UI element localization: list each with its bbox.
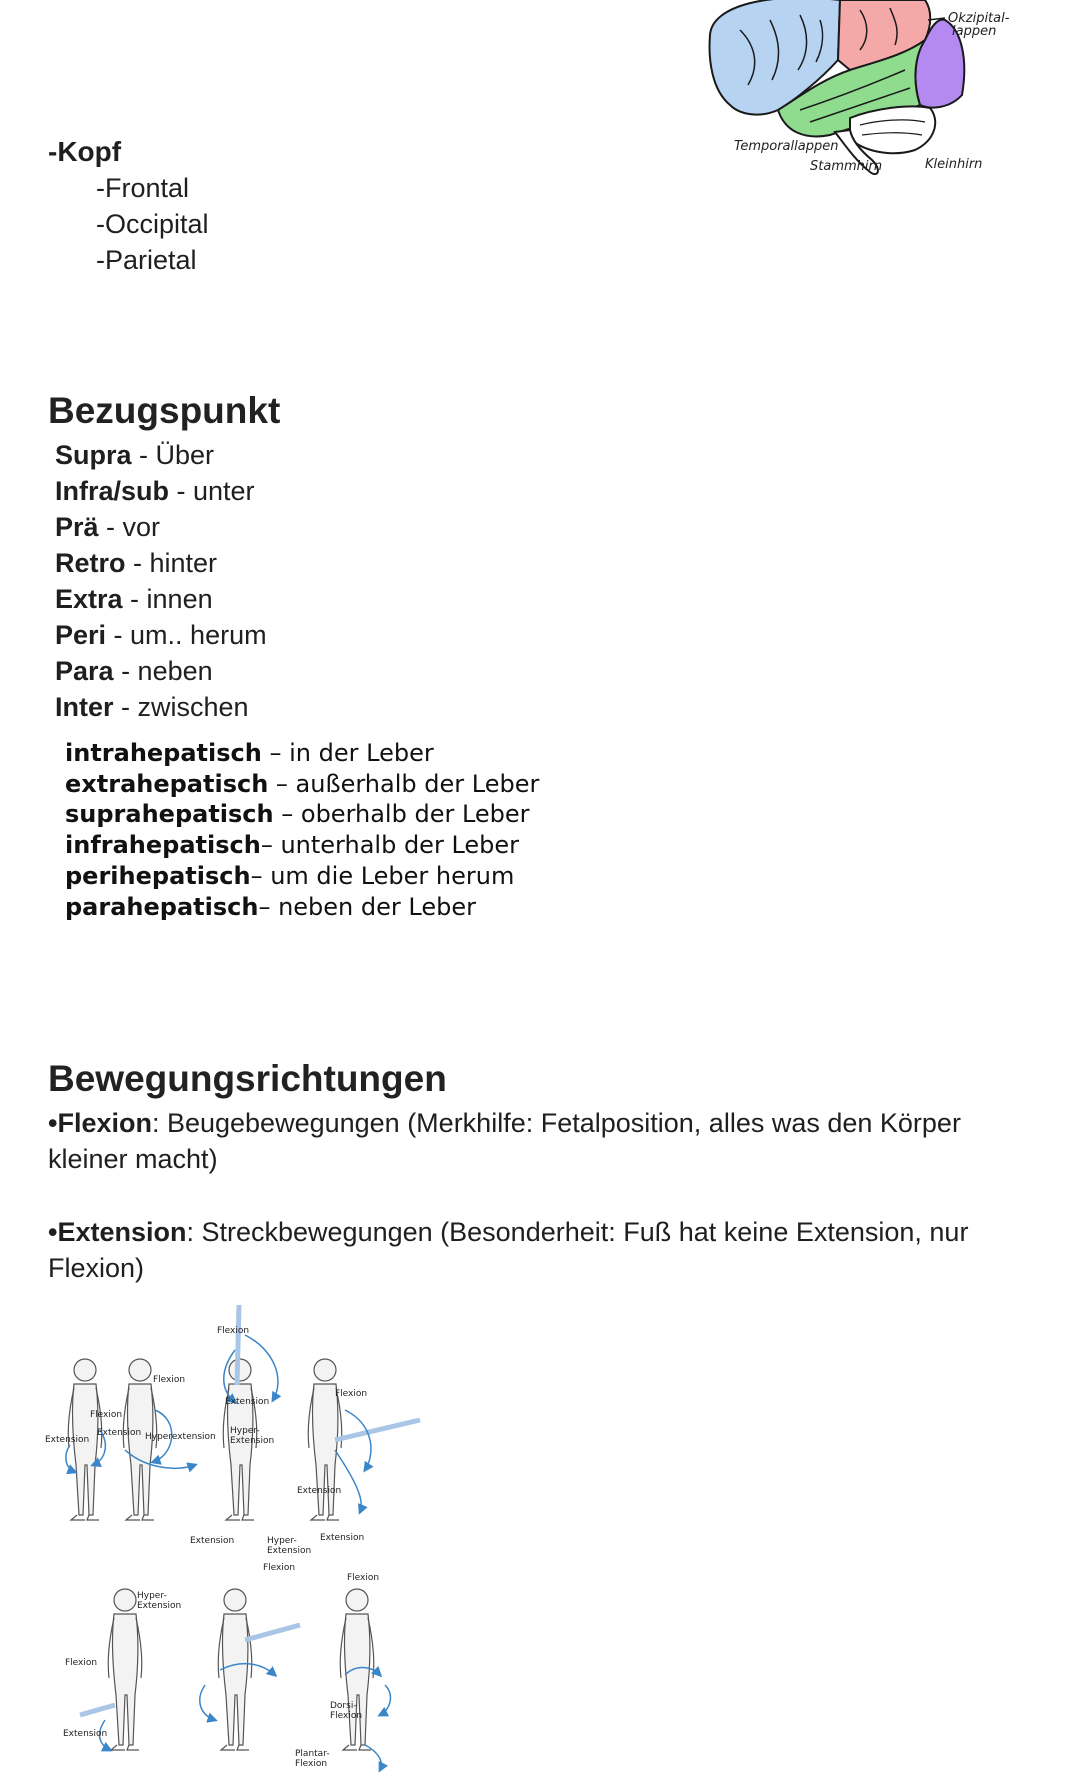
figure-body bbox=[108, 1589, 142, 1750]
example-term: extrahepatisch bbox=[65, 769, 269, 798]
meaning: - zwischen bbox=[113, 692, 249, 722]
example-term: suprahepatisch bbox=[65, 800, 274, 829]
term: Supra bbox=[55, 440, 132, 470]
label-extension: Extension bbox=[320, 1533, 365, 1543]
extension-term: •Extension bbox=[48, 1217, 187, 1247]
example-meaning: – um die Leber herum bbox=[250, 861, 515, 890]
label-flexion: Flexion bbox=[153, 1375, 186, 1385]
term: Inter bbox=[55, 692, 114, 722]
figure-body bbox=[218, 1589, 252, 1750]
raised-leg bbox=[335, 1420, 420, 1440]
meaning: - um.. herum bbox=[106, 620, 267, 650]
label-flexion: Flexion bbox=[263, 1563, 296, 1573]
label-extension: Extension bbox=[297, 1486, 342, 1496]
label-temporallappen: Temporallappen bbox=[734, 139, 839, 154]
term: Para bbox=[55, 656, 114, 686]
example-meaning: – neben der Leber bbox=[258, 892, 476, 921]
extension-text: : Streckbewegungen (Besonderheit: Fuß hat keine Extension, nur Flexion) bbox=[48, 1217, 969, 1283]
label-extension: Extension bbox=[63, 1729, 108, 1739]
label-hyperextension: Hyperextension bbox=[145, 1432, 216, 1442]
example-term: perihepatisch bbox=[65, 861, 251, 890]
label-extension-short: Extension bbox=[267, 1546, 312, 1556]
term-row bbox=[55, 509, 267, 545]
label-extension: Extension bbox=[45, 1435, 90, 1445]
label-okzipital: Okzipital- bbox=[948, 11, 1010, 26]
example-row bbox=[65, 738, 539, 769]
term: Peri bbox=[55, 620, 107, 650]
flexion-term: •Flexion bbox=[48, 1108, 152, 1138]
example-row bbox=[65, 892, 539, 923]
example-term: infrahepatisch bbox=[65, 831, 261, 860]
label-flexion: Flexion bbox=[335, 1389, 368, 1399]
example-term: intrahepatisch bbox=[65, 739, 262, 767]
bewegungsrichtungen-heading: Bewegungsrichtungen bbox=[48, 1058, 447, 1099]
bent-leg bbox=[80, 1705, 115, 1715]
bezugspunkt-heading: Bezugspunkt bbox=[48, 390, 281, 431]
label-flexion: Flexion bbox=[330, 1711, 363, 1721]
label-plantar: Plantar- bbox=[295, 1749, 330, 1759]
example-meaning: – oberhalb der Leber bbox=[273, 800, 530, 829]
kopf-item-frontal: -Frontal bbox=[96, 173, 190, 203]
movement-figure bbox=[45, 1290, 440, 1775]
meaning: - unter bbox=[169, 476, 255, 506]
example-row bbox=[65, 769, 539, 800]
label-flexion: Flexion bbox=[295, 1759, 328, 1769]
term: Extra bbox=[55, 584, 123, 614]
label-extension: Extension bbox=[190, 1536, 235, 1546]
term-row bbox=[55, 473, 267, 509]
term-row bbox=[55, 653, 267, 689]
cerebellum bbox=[850, 106, 935, 153]
kopf-item-occipital: -Occipital bbox=[96, 209, 209, 239]
label-flexion: Flexion bbox=[217, 1326, 250, 1336]
example-meaning: – außerhalb der Leber bbox=[268, 769, 540, 798]
label-flexion: Flexion bbox=[65, 1658, 98, 1668]
term-row bbox=[55, 689, 267, 725]
example-meaning: – unterhalb der Leber bbox=[260, 831, 520, 860]
term-row bbox=[55, 545, 267, 581]
label-extension: Extension bbox=[225, 1397, 270, 1407]
bent-torso bbox=[245, 1625, 300, 1640]
label-extension-short: Extension bbox=[137, 1601, 182, 1611]
label-hyper: Hyper- bbox=[137, 1591, 167, 1601]
example-meaning: – in der Leber bbox=[261, 739, 434, 767]
label-lappen: lappen bbox=[952, 24, 997, 39]
label-dorsi: Dorsi- bbox=[330, 1701, 357, 1711]
term: Prä bbox=[55, 512, 99, 542]
label-kleinhirn: Kleinhirn bbox=[925, 157, 983, 172]
label-hyper: Hyper- bbox=[230, 1426, 260, 1436]
bezugspunkt-term-list bbox=[55, 437, 267, 725]
meaning: - hinter bbox=[125, 548, 218, 578]
example-row bbox=[65, 861, 539, 892]
example-term: parahepatisch bbox=[65, 892, 259, 921]
meaning: - neben bbox=[113, 656, 213, 686]
flexion-paragraph bbox=[48, 1105, 1008, 1177]
term: Retro bbox=[55, 548, 126, 578]
brain-sketch bbox=[700, 0, 1010, 190]
kopf-list bbox=[96, 170, 209, 278]
figure-body bbox=[340, 1589, 374, 1750]
example-row bbox=[65, 799, 539, 830]
meaning: - vor bbox=[98, 512, 161, 542]
extension-paragraph bbox=[48, 1214, 1008, 1286]
term-row bbox=[55, 437, 267, 473]
kopf-item-parietal: -Parietal bbox=[96, 245, 197, 275]
meaning: - Über bbox=[131, 440, 215, 470]
term: Infra/sub bbox=[55, 476, 170, 506]
meaning: - innen bbox=[122, 584, 213, 614]
label-extension: Extension bbox=[97, 1428, 142, 1438]
kopf-title: -Kopf bbox=[48, 136, 122, 167]
label-flexion: Flexion bbox=[90, 1410, 123, 1420]
label-hyper: Hyper- bbox=[267, 1536, 297, 1546]
label-stammhirn: Stammhirn bbox=[810, 159, 883, 174]
raised-arm bbox=[237, 1305, 239, 1385]
hepatisch-examples bbox=[65, 738, 539, 922]
flexion-text: : Beugebewegungen (Merkhilfe: Fetalposition, alles was den Körper kleiner macht) bbox=[48, 1108, 961, 1174]
label-flexion: Flexion bbox=[347, 1573, 380, 1583]
term-row bbox=[55, 617, 267, 653]
example-row bbox=[65, 830, 539, 861]
label-extension-short: Extension bbox=[230, 1436, 275, 1446]
term-row bbox=[55, 581, 267, 617]
